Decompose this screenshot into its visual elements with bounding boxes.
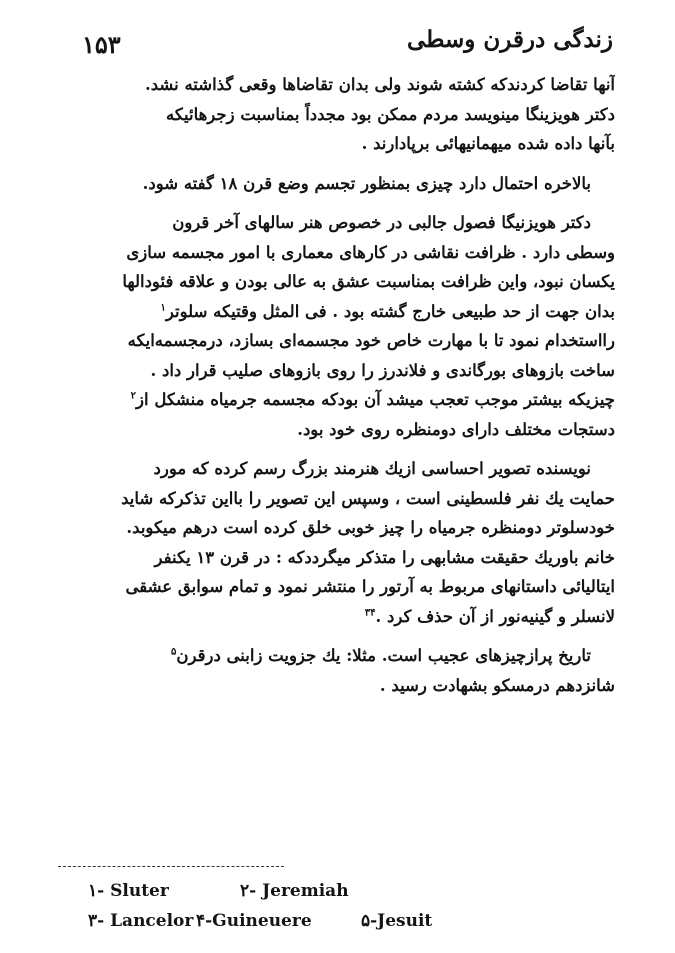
line-text: چیزیکه بیشتر موجب تعجب میشد آن بودکه مجسمه جرمیاه منشکل از <box>136 390 615 409</box>
footnote-jeremiah: ۲- Jeremiah <box>240 881 349 901</box>
text-line: ساخت بازوهای بورگاندی و فلاندرز را روی بازوهای صلیب قرار داد . <box>150 360 615 380</box>
footnote-marker: ۵ <box>171 646 177 658</box>
footnote-row <box>88 876 608 906</box>
line-text: بدان جهت از حد طبیعی خارج گشته بود . فی المثل وقتیکه سلوتر <box>165 301 615 321</box>
footnote-marker: ۴ <box>370 607 376 618</box>
text-line <box>60 385 615 415</box>
footnote-divider <box>58 866 284 867</box>
footnote-marker: ۱ <box>160 302 166 313</box>
text-line: شانزدهم درمسکو بشهادت رسید . <box>379 675 615 695</box>
footnote-guineuere: ۴-Guineuere <box>196 911 312 931</box>
text-line: بالاخره احتمال دارد چیزی بمنظور تجسم وضع قرن ۱۸ گفته شود. <box>142 173 591 193</box>
footnote-row <box>88 906 608 936</box>
page-header <box>60 26 613 62</box>
footnote-jesuit: ۵-Jesuit <box>361 911 433 931</box>
text-line: آنها تقاضا کردندکه کشته شوند ولی بدان تقاضاها وقعی گذاشته نشد. <box>145 75 615 94</box>
text-line: نویسنده تصویر احساسی ازیك هنرمند بزرگ رسم کرده که مورد <box>153 459 591 478</box>
footnote-marker: ۲ <box>130 390 137 402</box>
text-line: دکتر هویزنیگا فصول جالبی در خصوص هنر سالهای آخر قرون <box>172 213 591 232</box>
footnotes <box>88 876 608 936</box>
text-line: رااستخدام نمود تا با مهارت خاص خود مجسمه‌ای بسازد، درمجسمه‌ایکه <box>127 331 615 350</box>
text-line <box>60 602 615 632</box>
footnote-marker: ۳ <box>364 607 371 618</box>
running-title: زندگی درقرن وسطی <box>406 26 613 53</box>
line-text: لانسلر و گینیه‌نور از آن حذف کرد . <box>375 606 615 626</box>
body-text <box>60 70 615 700</box>
footnote-lancelor: ۳- Lancelor <box>88 911 194 931</box>
line-text: تاریخ پرازچیزهای عجیب است. مثلا: یك جزویت زابنی درقرن <box>176 646 591 665</box>
text-line: حمایت یك نفر فلسطینی است ، وسپس این تصویر را بااین تذکرکه شاید <box>121 488 615 508</box>
text-line: ایتالیائی داستانهای مربوط به آرتور را منتشر نمود و تمام سوابق عشقی <box>125 577 615 596</box>
text-line: یکسان نبود، واین ظرافت بمناسبت عشق به عالی بودن و علاقه فئودالها <box>122 272 615 291</box>
page-number: ۱۵۳ <box>82 30 121 59</box>
footnote-sluter: ۱- Sluter <box>88 881 169 901</box>
text-line: وسطی دارد . ظرافت نقاشی در کارهای معماری با امور مجسمه سازی <box>126 242 615 262</box>
text-line: خانم باوریك حقیقت مشابهی را متذکر میگرددکه : در قرن ۱۳ یکنفر <box>154 547 615 567</box>
text-line: بآنها داده شده میهمانیهائی برپادارند . <box>361 134 615 153</box>
text-line: دستجات مختلف دارای دومنظره روی خود بود. <box>297 419 615 439</box>
text-line <box>60 297 615 327</box>
text-line <box>60 641 615 671</box>
text-line: دکتر هویزینگا مینویسد مردم ممکن بود مجدداً بمناسبت زجرهائیکه <box>166 104 615 124</box>
text-line: خودسلوتر دومنظره جرمیاه را چیز خوبی خلق کرده است درهم میکوبد. <box>126 518 615 537</box>
